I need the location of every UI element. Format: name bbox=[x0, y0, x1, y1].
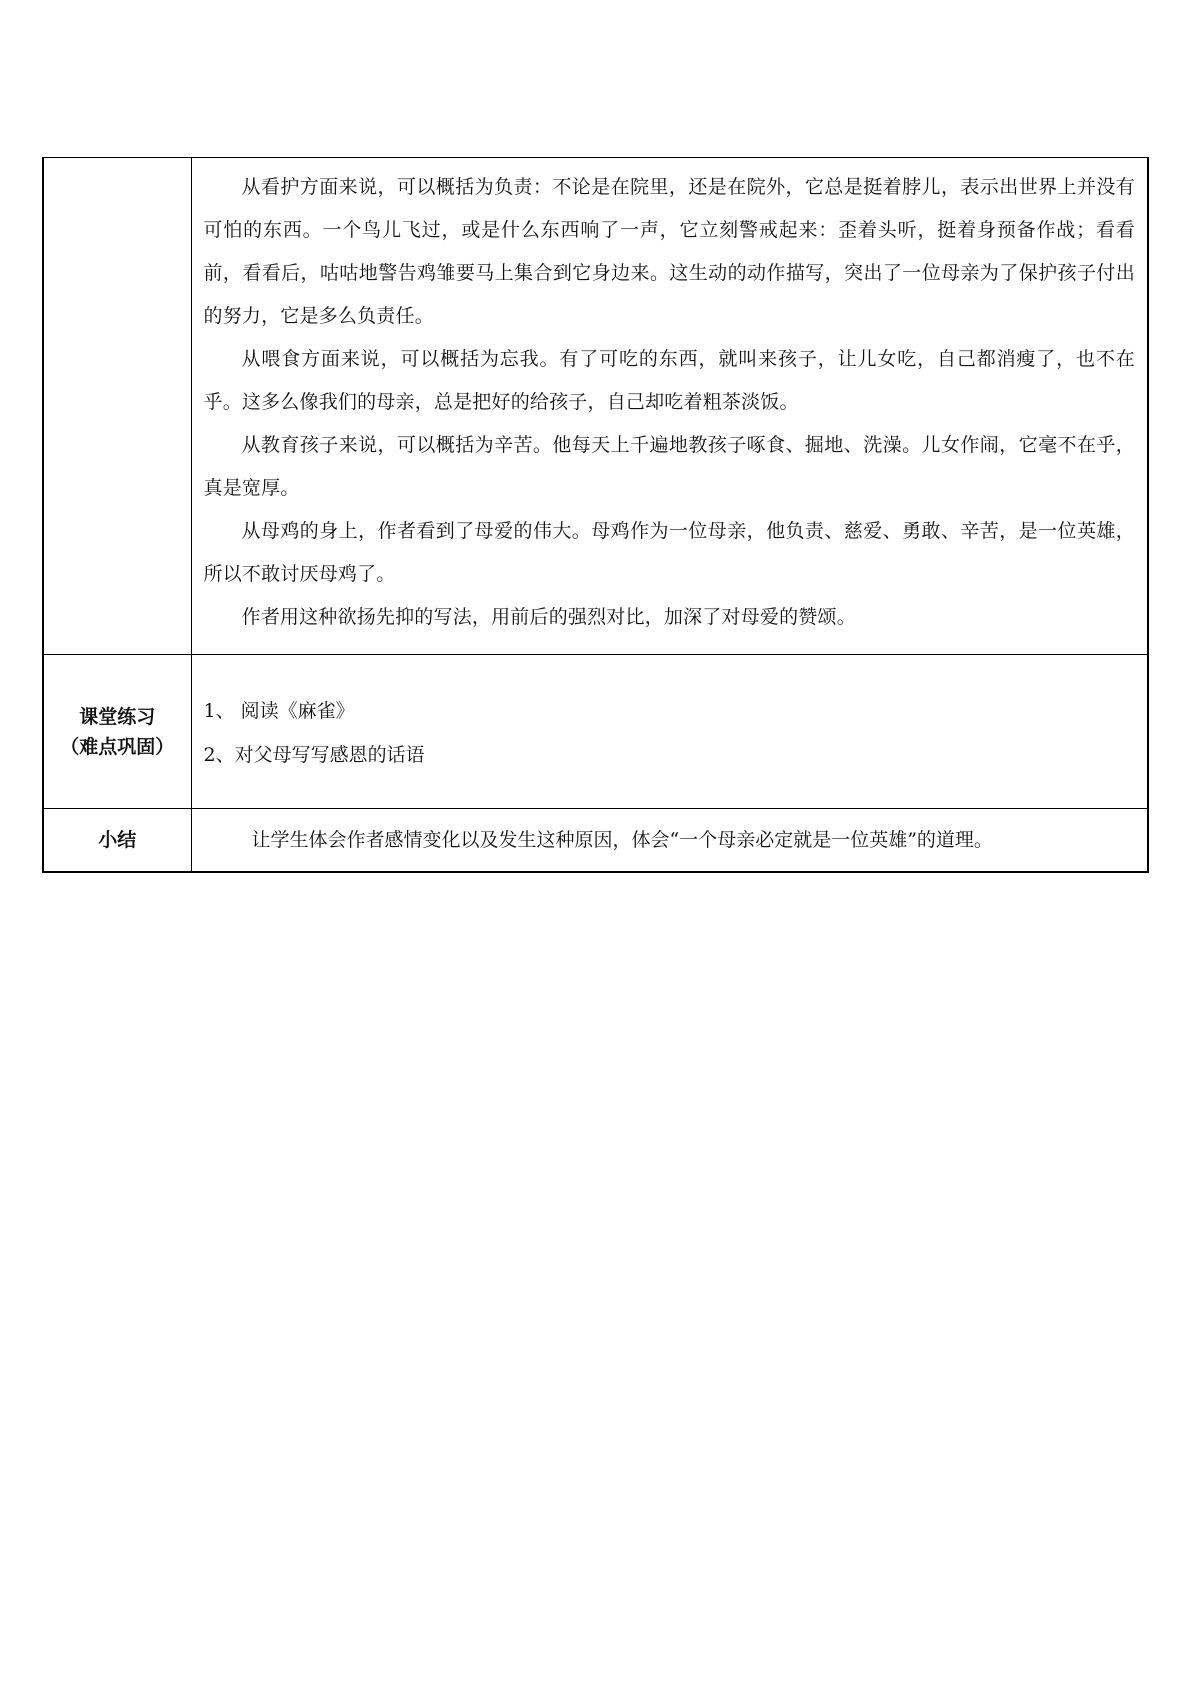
summary-label: 小结 bbox=[98, 829, 137, 851]
summary-label-cell bbox=[43, 809, 191, 873]
paragraph-feeding: 从喂食方面来说，可以概括为忘我。有了可吃的东西，就叫来孩子，让儿女吃，自己都消瘦了，也不在乎。这多么像我们的母亲，总是把好的给孩子，自己却吃着粗茶淡饭。 bbox=[203, 348, 1135, 413]
paragraph-teaching: 从教育孩子来说，可以概括为辛苦。他每天上千遍地教孩子啄食、掘地、洗澡。儿女作闹，它毫不在乎，真是宽厚。 bbox=[203, 434, 1135, 499]
analysis-text bbox=[192, 158, 1148, 639]
summary-content-cell bbox=[191, 809, 1148, 873]
analysis-row bbox=[43, 158, 1148, 655]
practice-item: 1、 阅读《麻雀》 bbox=[203, 700, 355, 722]
practice-list bbox=[192, 655, 1148, 777]
practice-item: 2、对父母写写感恩的话语 bbox=[203, 744, 425, 766]
paragraph-technique: 作者用这种欲扬先抑的写法，用前后的强烈对比，加深了对母爱的赞颂。 bbox=[241, 606, 856, 628]
practice-content-cell bbox=[191, 655, 1148, 809]
summary-row bbox=[43, 809, 1148, 873]
practice-label: 课堂练习 bbox=[79, 705, 156, 728]
analysis-label-cell bbox=[43, 158, 191, 655]
analysis-content-cell bbox=[191, 158, 1148, 655]
practice-sublabel: （难点巩固） bbox=[60, 735, 175, 758]
lesson-plan-table bbox=[42, 157, 1149, 873]
practice-label-cell bbox=[43, 655, 191, 809]
paragraph-protection: 从看护方面来说，可以概括为负责：不论是在院里，还是在院外，它总是挺着脖儿，表示出世界上并没有可怕的东西。一个鸟儿飞过，或是什么东西响了一声，它立刻警戒起来：歪着头听，挺着身预备作战；看看前，看看后，咕咕地警告鸡雏要马上集合到它身边来。这生动的动作描写，突出了一位母亲为了保护孩子付出的努力，它是多么负责任。 bbox=[203, 176, 1135, 327]
paragraph-motherhood: 从母鸡的身上，作者看到了母爱的伟大。母鸡作为一位母亲，他负责、慈爱、勇敢、辛苦，是一位英雄，所以不敢讨厌母鸡了。 bbox=[203, 520, 1135, 585]
summary-text: 让学生体会作者感情变化以及发生这种原因，体会“一个母亲必定就是一位英雄”的道理。 bbox=[251, 829, 993, 851]
practice-row bbox=[43, 655, 1148, 809]
